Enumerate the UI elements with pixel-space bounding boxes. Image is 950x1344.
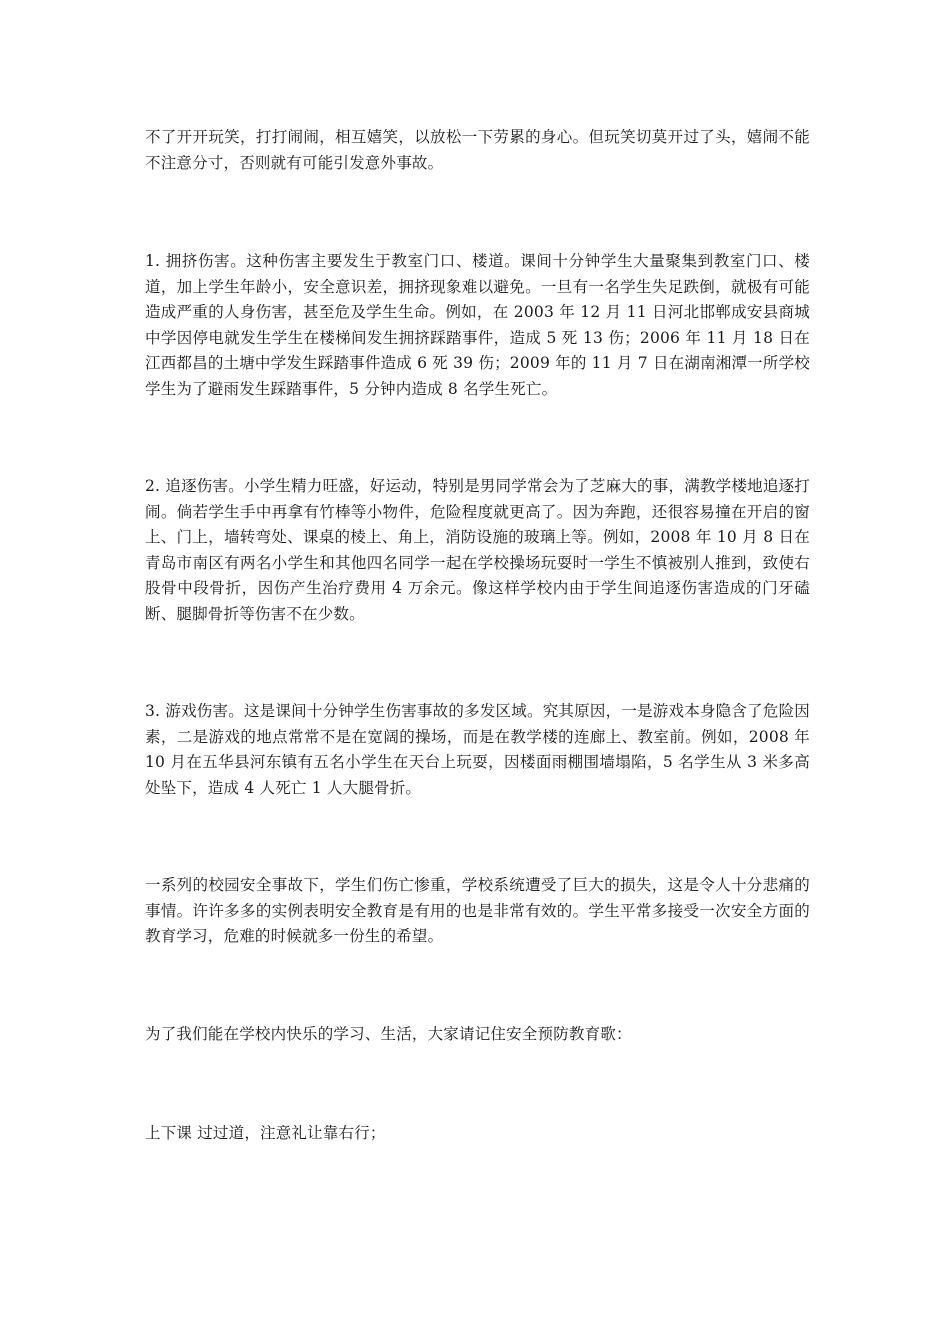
paragraph-intro: 不了开开玩笑，打打闹闹，相互嬉笑，以放松一下劳累的身心。但玩笑切莫开过了头，嬉闹不能不注意分寸，否则就有可能引发意外事故。	[145, 128, 810, 172]
paragraph-crowding-injury: 1. 拥挤伤害。这种伤害主要发生于教室门口、楼道。课间十分钟学生大量聚集到教室门口、楼道，加上学生年龄小，安全意识差，拥挤现象难以避免。一旦有一名学生失足跌倒，就极有可能造成严重的人身伤害，甚至危及学生生命。例如，在 2003 年 12 月 11 日河北邯郸成安县商城中学因停电就发生学生在楼梯间发生拥挤踩踏事件，造成 5 死 13 伤；2006 年 11 月 18 日在江西都昌的土塘中学发生踩踏事件造成 6 死 39 伤；2009 年的 11 月 7 日在湖南湘潭一所学校学生为了避雨发生踩踏事件，5 分钟内造成 8 名学生死亡。	[145, 252, 810, 398]
paragraph-chasing-injury: 2. 追逐伤害。小学生精力旺盛，好运动，特别是男同学常会为了芝麻大的事，满教学楼地追逐打闹。倘若学生手中再拿有竹棒等小物件，危险程度就更高了。因为奔跑，还很容易撞在开启的窗上、门上，墙转弯处、课桌的棱上、角上，消防设施的玻璃上等。例如，2008 年 10 月 8 日在青岛市南区有两名小学生和其他四名同学一起在学校操场玩耍时一学生不慎被别人推到，致使右股骨中段骨折，因伤产生治疗费用 4 万余元。像这样学校内由于学生间追逐伤害造成的门牙磕断、腿脚骨折等伤害不在少数。	[145, 477, 810, 623]
paragraph-summary: 一系列的校园安全事故下，学生们伤亡惨重，学校系统遭受了巨大的损失，这是令人十分悲痛的事情。许许多多的实例表明安全教育是有用的也是非常有效的。学生平常多接受一次安全方面的教育学习，危难的时候就多一份生的希望。	[145, 876, 810, 945]
paragraph-game-injury: 3. 游戏伤害。这是课间十分钟学生伤害事故的多发区域。究其原因，一是游戏本身隐含了危险因素，二是游戏的地点常常不是在宽阔的操场，而是在教学楼的连廊上、教室前。例如，2008 年 10 月在五华县河东镇有五名小学生在天台上玩耍，因楼面雨棚围墙塌陷，5 名学生从 3 米多高处坠下，造成 4 人死亡 1 人大腿骨折。	[145, 702, 810, 797]
paragraph-song-line: 上下课 过过道，注意礼让靠右行；	[145, 1124, 386, 1142]
paragraph-song-intro: 为了我们能在学校内快乐的学习、生活，大家请记住安全预防教育歌：	[145, 1025, 632, 1043]
